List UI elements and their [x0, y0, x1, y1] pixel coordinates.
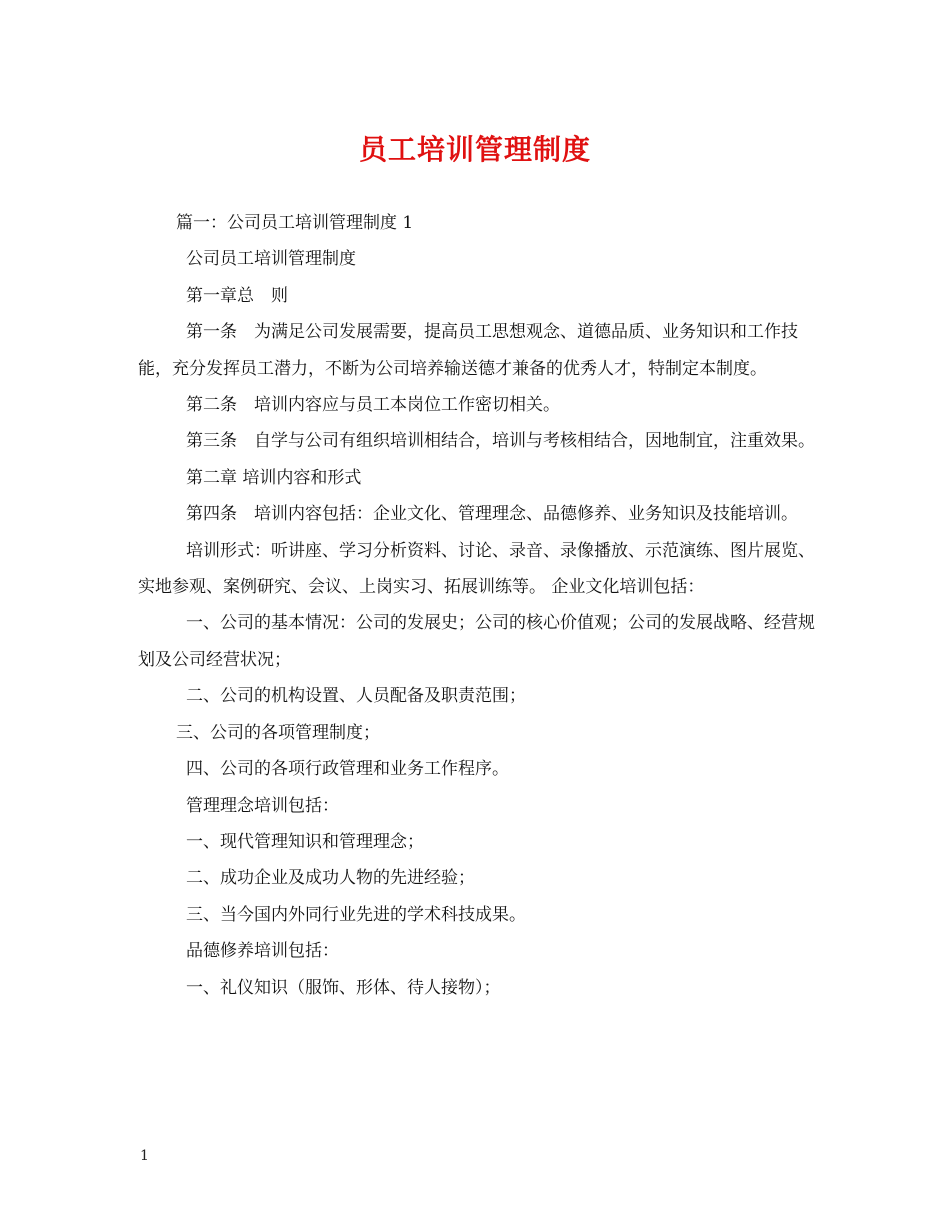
paragraph: 管理理念培训包括： [186, 795, 339, 816]
document-body [138, 205, 828, 1006]
page-number: 1 [140, 1148, 149, 1164]
paragraph: 第二条 培训内容应与员工本岗位工作密切相关。 [186, 395, 560, 416]
paragraph: 四、公司的各项行政管理和业务工作程序。 [186, 759, 509, 780]
paragraph: 三、当今国内外同行业先进的学术科技成果。 [186, 904, 526, 925]
paragraph: 第二章 培训内容和形式 [186, 467, 362, 488]
paragraph: 二、成功企业及成功人物的先进经验； [186, 868, 475, 889]
paragraph: 一、礼仪知识（服饰、形体、待人接物）； [186, 977, 501, 998]
paragraph: 第一章总 则 [186, 285, 288, 306]
paragraph: 第一条 为满足公司发展需要，提高员工思想观念、道德品质、业务知识和工作技能，充分发挥员工潜力，不断为公司培养输送德才兼备的优秀人才，特制定本制度。 [138, 322, 798, 379]
paragraph: 培训形式：听讲座、学习分析资料、讨论、录音、录像播放、示范演练、图片展览、实地参观、案例研究、会议、上岗实习、拓展训练等。 企业文化培训包括： [138, 540, 815, 598]
paragraph: 第四条 培训内容包括：企业文化、管理理念、品德修养、业务知识及技能培训。 [186, 504, 798, 525]
paragraph: 二、公司的机构设置、人员配备及职责范围； [186, 686, 526, 707]
paragraph: 第三条 自学与公司有组织培训相结合，培训与考核相结合，因地制宜，注重效果。 [186, 431, 815, 452]
document-title: 员工培训管理制度 [358, 133, 591, 166]
paragraph: 三、公司的各项管理制度； [176, 722, 380, 743]
paragraph: 篇一：公司员工培训管理制度 1 [176, 213, 414, 233]
paragraph: 一、现代管理知识和管理理念； [186, 831, 424, 852]
paragraph: 一、公司的基本情况：公司的发展史；公司的核心价值观；公司的发展战略、经营规划及公司经营状况； [138, 613, 815, 670]
paragraph: 品德修养培训包括： [186, 941, 339, 962]
paragraph: 公司员工培训管理制度 [186, 249, 356, 270]
